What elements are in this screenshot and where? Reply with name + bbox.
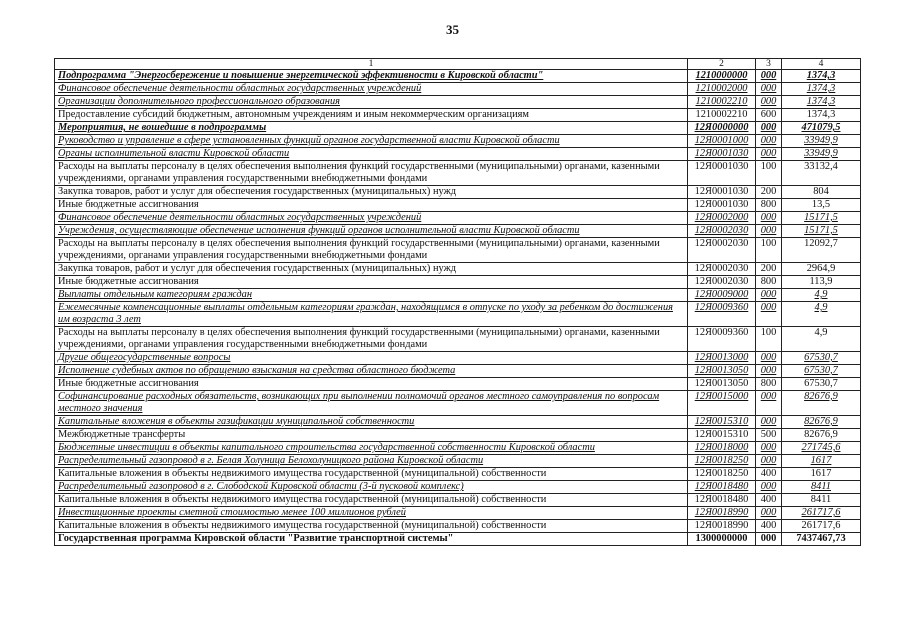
row-expense-type: 000 xyxy=(756,507,782,520)
row-name: Бюджетные инвестиции в объекты капитального строительства государственной собственности Кировской области xyxy=(55,442,688,455)
row-sum: 261717,6 xyxy=(782,507,861,520)
table-row xyxy=(55,186,861,199)
table-row xyxy=(55,378,861,391)
row-sum: 15171,5 xyxy=(782,225,861,238)
row-sum: 4,9 xyxy=(782,289,861,302)
row-code: 1210000000 xyxy=(688,70,756,83)
row-expense-type: 000 xyxy=(756,148,782,161)
row-sum: 82676,9 xyxy=(782,391,861,416)
row-sum: 1617 xyxy=(782,455,861,468)
row-expense-type: 000 xyxy=(756,302,782,327)
budget-table xyxy=(54,58,861,546)
row-sum: 113,9 xyxy=(782,276,861,289)
row-expense-type: 000 xyxy=(756,391,782,416)
row-sum: 7437467,73 xyxy=(782,533,861,546)
table-row xyxy=(55,83,861,96)
row-expense-type: 000 xyxy=(756,83,782,96)
table-row xyxy=(55,520,861,533)
table-row xyxy=(55,199,861,212)
row-name: Исполнение судебных актов по обращению взыскания на средства областного бюджета xyxy=(55,365,688,378)
row-sum: 1374,3 xyxy=(782,70,861,83)
row-name: Руководство и управление в сфере установленных функций органов государственной власти Кировской области xyxy=(55,135,688,148)
page-number: 35 xyxy=(446,22,459,37)
row-expense-type: 100 xyxy=(756,161,782,186)
row-name: Учреждения, осуществляющие обеспечение исполнения функций органов исполнительной власти Кировской области xyxy=(55,225,688,238)
row-name: Финансовое обеспечение деятельности областных государственных учреждений xyxy=(55,83,688,96)
table-row xyxy=(55,161,861,186)
row-sum: 67530,7 xyxy=(782,352,861,365)
row-code: 12Я0002030 xyxy=(688,238,756,263)
row-expense-type: 800 xyxy=(756,199,782,212)
row-code: 12Я0018480 xyxy=(688,481,756,494)
row-code: 1210002210 xyxy=(688,109,756,122)
row-sum: 1374,3 xyxy=(782,96,861,109)
row-code: 12Я0000000 xyxy=(688,122,756,135)
row-code: 12Я0002030 xyxy=(688,276,756,289)
row-code: 12Я0015310 xyxy=(688,429,756,442)
row-sum: 15171,5 xyxy=(782,212,861,225)
row-name: Расходы на выплаты персоналу в целях обеспечения выполнения функций государственными (муниципальными) органами, казенными учреждениями, органами управления государственными внебюджетными фондами xyxy=(55,238,688,263)
table-row xyxy=(55,327,861,352)
row-expense-type: 100 xyxy=(756,238,782,263)
row-code: 12Я0018480 xyxy=(688,494,756,507)
row-expense-type: 000 xyxy=(756,96,782,109)
row-code: 12Я0001030 xyxy=(688,199,756,212)
row-sum: 1617 xyxy=(782,468,861,481)
row-expense-type: 400 xyxy=(756,468,782,481)
table-header-row xyxy=(55,59,861,70)
table-row xyxy=(55,533,861,546)
row-name: Распределительный газопровод в г. Слободской Кировской области (3-й пусковой комплекс) xyxy=(55,481,688,494)
row-name: Иные бюджетные ассигнования xyxy=(55,378,688,391)
row-name: Расходы на выплаты персоналу в целях обеспечения выполнения функций государственными (муниципальными) органами, казенными учреждениями, органами управления государственными внебюджетными фондами xyxy=(55,327,688,352)
table-row xyxy=(55,481,861,494)
table-row xyxy=(55,365,861,378)
row-code: 12Я0009360 xyxy=(688,302,756,327)
row-expense-type: 000 xyxy=(756,442,782,455)
row-code: 12Я0013050 xyxy=(688,378,756,391)
table-row xyxy=(55,148,861,161)
header-col-2: 2 xyxy=(688,59,756,70)
row-expense-type: 000 xyxy=(756,352,782,365)
row-sum: 12092,7 xyxy=(782,238,861,263)
row-name: Капитальные вложения в объекты недвижимого имущества государственной (муниципальной) собственности xyxy=(55,468,688,481)
row-expense-type: 200 xyxy=(756,263,782,276)
row-code: 12Я0001030 xyxy=(688,161,756,186)
header-col-4: 4 xyxy=(782,59,861,70)
row-code: 1210002210 xyxy=(688,96,756,109)
row-code: 12Я0013050 xyxy=(688,365,756,378)
row-name: Организации дополнительного профессионального образования xyxy=(55,96,688,109)
table-row xyxy=(55,263,861,276)
row-name: Капитальные вложения в объекты газификации муниципальной собственности xyxy=(55,416,688,429)
row-expense-type: 000 xyxy=(756,533,782,546)
row-code: 12Я0018250 xyxy=(688,455,756,468)
table-row xyxy=(55,442,861,455)
table-row xyxy=(55,429,861,442)
table-row xyxy=(55,238,861,263)
row-code: 12Я0001030 xyxy=(688,186,756,199)
row-code: 12Я0001000 xyxy=(688,135,756,148)
row-name: Инвестиционные проекты сметной стоимостью менее 100 миллионов рублей xyxy=(55,507,688,520)
table-row xyxy=(55,96,861,109)
row-code: 12Я0018000 xyxy=(688,442,756,455)
row-sum: 67530,7 xyxy=(782,378,861,391)
row-code: 1210002000 xyxy=(688,83,756,96)
row-sum: 1374,3 xyxy=(782,83,861,96)
table-row xyxy=(55,455,861,468)
row-sum: 1374,3 xyxy=(782,109,861,122)
row-name: Распределительный газопровод в г. Белая Холуница Белохолуницкого района Кировской области xyxy=(55,455,688,468)
row-expense-type: 600 xyxy=(756,109,782,122)
row-name: Капитальные вложения в объекты недвижимого имущества государственной (муниципальной) собственности xyxy=(55,494,688,507)
row-sum: 4,9 xyxy=(782,302,861,327)
table-row xyxy=(55,70,861,83)
row-code: 12Я0001030 xyxy=(688,148,756,161)
row-code: 12Я0015000 xyxy=(688,391,756,416)
row-sum: 33949,9 xyxy=(782,148,861,161)
row-expense-type: 000 xyxy=(756,416,782,429)
header-col-3: 3 xyxy=(756,59,782,70)
table-row xyxy=(55,212,861,225)
row-code: 12Я0015310 xyxy=(688,416,756,429)
row-sum: 804 xyxy=(782,186,861,199)
row-code: 12Я0002000 xyxy=(688,212,756,225)
row-sum: 82676,9 xyxy=(782,416,861,429)
row-name: Предоставление субсидий бюджетным, автономным учреждениям и иным некоммерческим организациям xyxy=(55,109,688,122)
row-expense-type: 400 xyxy=(756,494,782,507)
table-row xyxy=(55,276,861,289)
row-sum: 67530,7 xyxy=(782,365,861,378)
table-row xyxy=(55,135,861,148)
row-code: 12Я0018250 xyxy=(688,468,756,481)
row-expense-type: 200 xyxy=(756,186,782,199)
row-name: Межбюджетные трансферты xyxy=(55,429,688,442)
row-sum: 2964,9 xyxy=(782,263,861,276)
row-code: 12Я0018990 xyxy=(688,520,756,533)
table-row xyxy=(55,302,861,327)
row-expense-type: 800 xyxy=(756,276,782,289)
row-code: 12Я0009000 xyxy=(688,289,756,302)
row-expense-type: 000 xyxy=(756,135,782,148)
header-col-1: 1 xyxy=(55,59,688,70)
row-sum: 471079,5 xyxy=(782,122,861,135)
table-row xyxy=(55,122,861,135)
row-sum: 82676,9 xyxy=(782,429,861,442)
row-name: Подпрограмма "Энергосбережение и повышение энергетической эффективности в Кировской области" xyxy=(55,70,688,83)
table-row xyxy=(55,391,861,416)
row-expense-type: 800 xyxy=(756,378,782,391)
row-sum: 4,9 xyxy=(782,327,861,352)
row-name: Ежемесячные компенсационные выплаты отдельным категориям граждан, находящимся в отпуске по уходу за ребенком до достижения им возраста 3 лет xyxy=(55,302,688,327)
row-name: Иные бюджетные ассигнования xyxy=(55,199,688,212)
row-name: Государственная программа Кировской области "Развитие транспортной системы" xyxy=(55,533,688,546)
row-name: Финансовое обеспечение деятельности областных государственных учреждений xyxy=(55,212,688,225)
row-expense-type: 000 xyxy=(756,122,782,135)
row-sum: 8411 xyxy=(782,494,861,507)
table-row xyxy=(55,494,861,507)
row-sum: 33949,9 xyxy=(782,135,861,148)
row-name: Иные бюджетные ассигнования xyxy=(55,276,688,289)
row-name: Закупка товаров, работ и услуг для обеспечения государственных (муниципальных) нужд xyxy=(55,263,688,276)
row-code: 1300000000 xyxy=(688,533,756,546)
row-sum: 33132,4 xyxy=(782,161,861,186)
table-row xyxy=(55,507,861,520)
row-expense-type: 000 xyxy=(756,225,782,238)
row-code: 12Я0002030 xyxy=(688,225,756,238)
row-expense-type: 000 xyxy=(756,289,782,302)
row-sum: 13,5 xyxy=(782,199,861,212)
row-code: 12Я0018990 xyxy=(688,507,756,520)
table-row xyxy=(55,109,861,122)
row-name: Капитальные вложения в объекты недвижимого имущества государственной (муниципальной) собственности xyxy=(55,520,688,533)
row-expense-type: 500 xyxy=(756,429,782,442)
row-code: 12Я0002030 xyxy=(688,263,756,276)
row-name: Закупка товаров, работ и услуг для обеспечения государственных (муниципальных) нужд xyxy=(55,186,688,199)
row-expense-type: 100 xyxy=(756,327,782,352)
row-name: Выплаты отдельным категориям граждан xyxy=(55,289,688,302)
row-expense-type: 000 xyxy=(756,455,782,468)
row-expense-type: 000 xyxy=(756,70,782,83)
row-expense-type: 000 xyxy=(756,212,782,225)
row-sum: 8411 xyxy=(782,481,861,494)
row-expense-type: 000 xyxy=(756,481,782,494)
row-expense-type: 400 xyxy=(756,520,782,533)
row-sum: 271745,6 xyxy=(782,442,861,455)
table-row xyxy=(55,416,861,429)
row-name: Мероприятия, не вошедшие в подпрограммы xyxy=(55,122,688,135)
row-sum: 261717,6 xyxy=(782,520,861,533)
row-expense-type: 000 xyxy=(756,365,782,378)
table-row xyxy=(55,468,861,481)
row-name: Другие общегосударственные вопросы xyxy=(55,352,688,365)
table-row xyxy=(55,289,861,302)
table-row xyxy=(55,225,861,238)
row-code: 12Я0009360 xyxy=(688,327,756,352)
table-row xyxy=(55,352,861,365)
row-name: Органы исполнительной власти Кировской области xyxy=(55,148,688,161)
row-code: 12Я0013000 xyxy=(688,352,756,365)
row-name: Софинансирование расходных обязательств, возникающих при выполнении полномочий органов местного самоуправления по вопросам местного значения xyxy=(55,391,688,416)
row-name: Расходы на выплаты персоналу в целях обеспечения выполнения функций государственными (муниципальными) органами, казенными учреждениями, органами управления государственными внебюджетными фондами xyxy=(55,161,688,186)
